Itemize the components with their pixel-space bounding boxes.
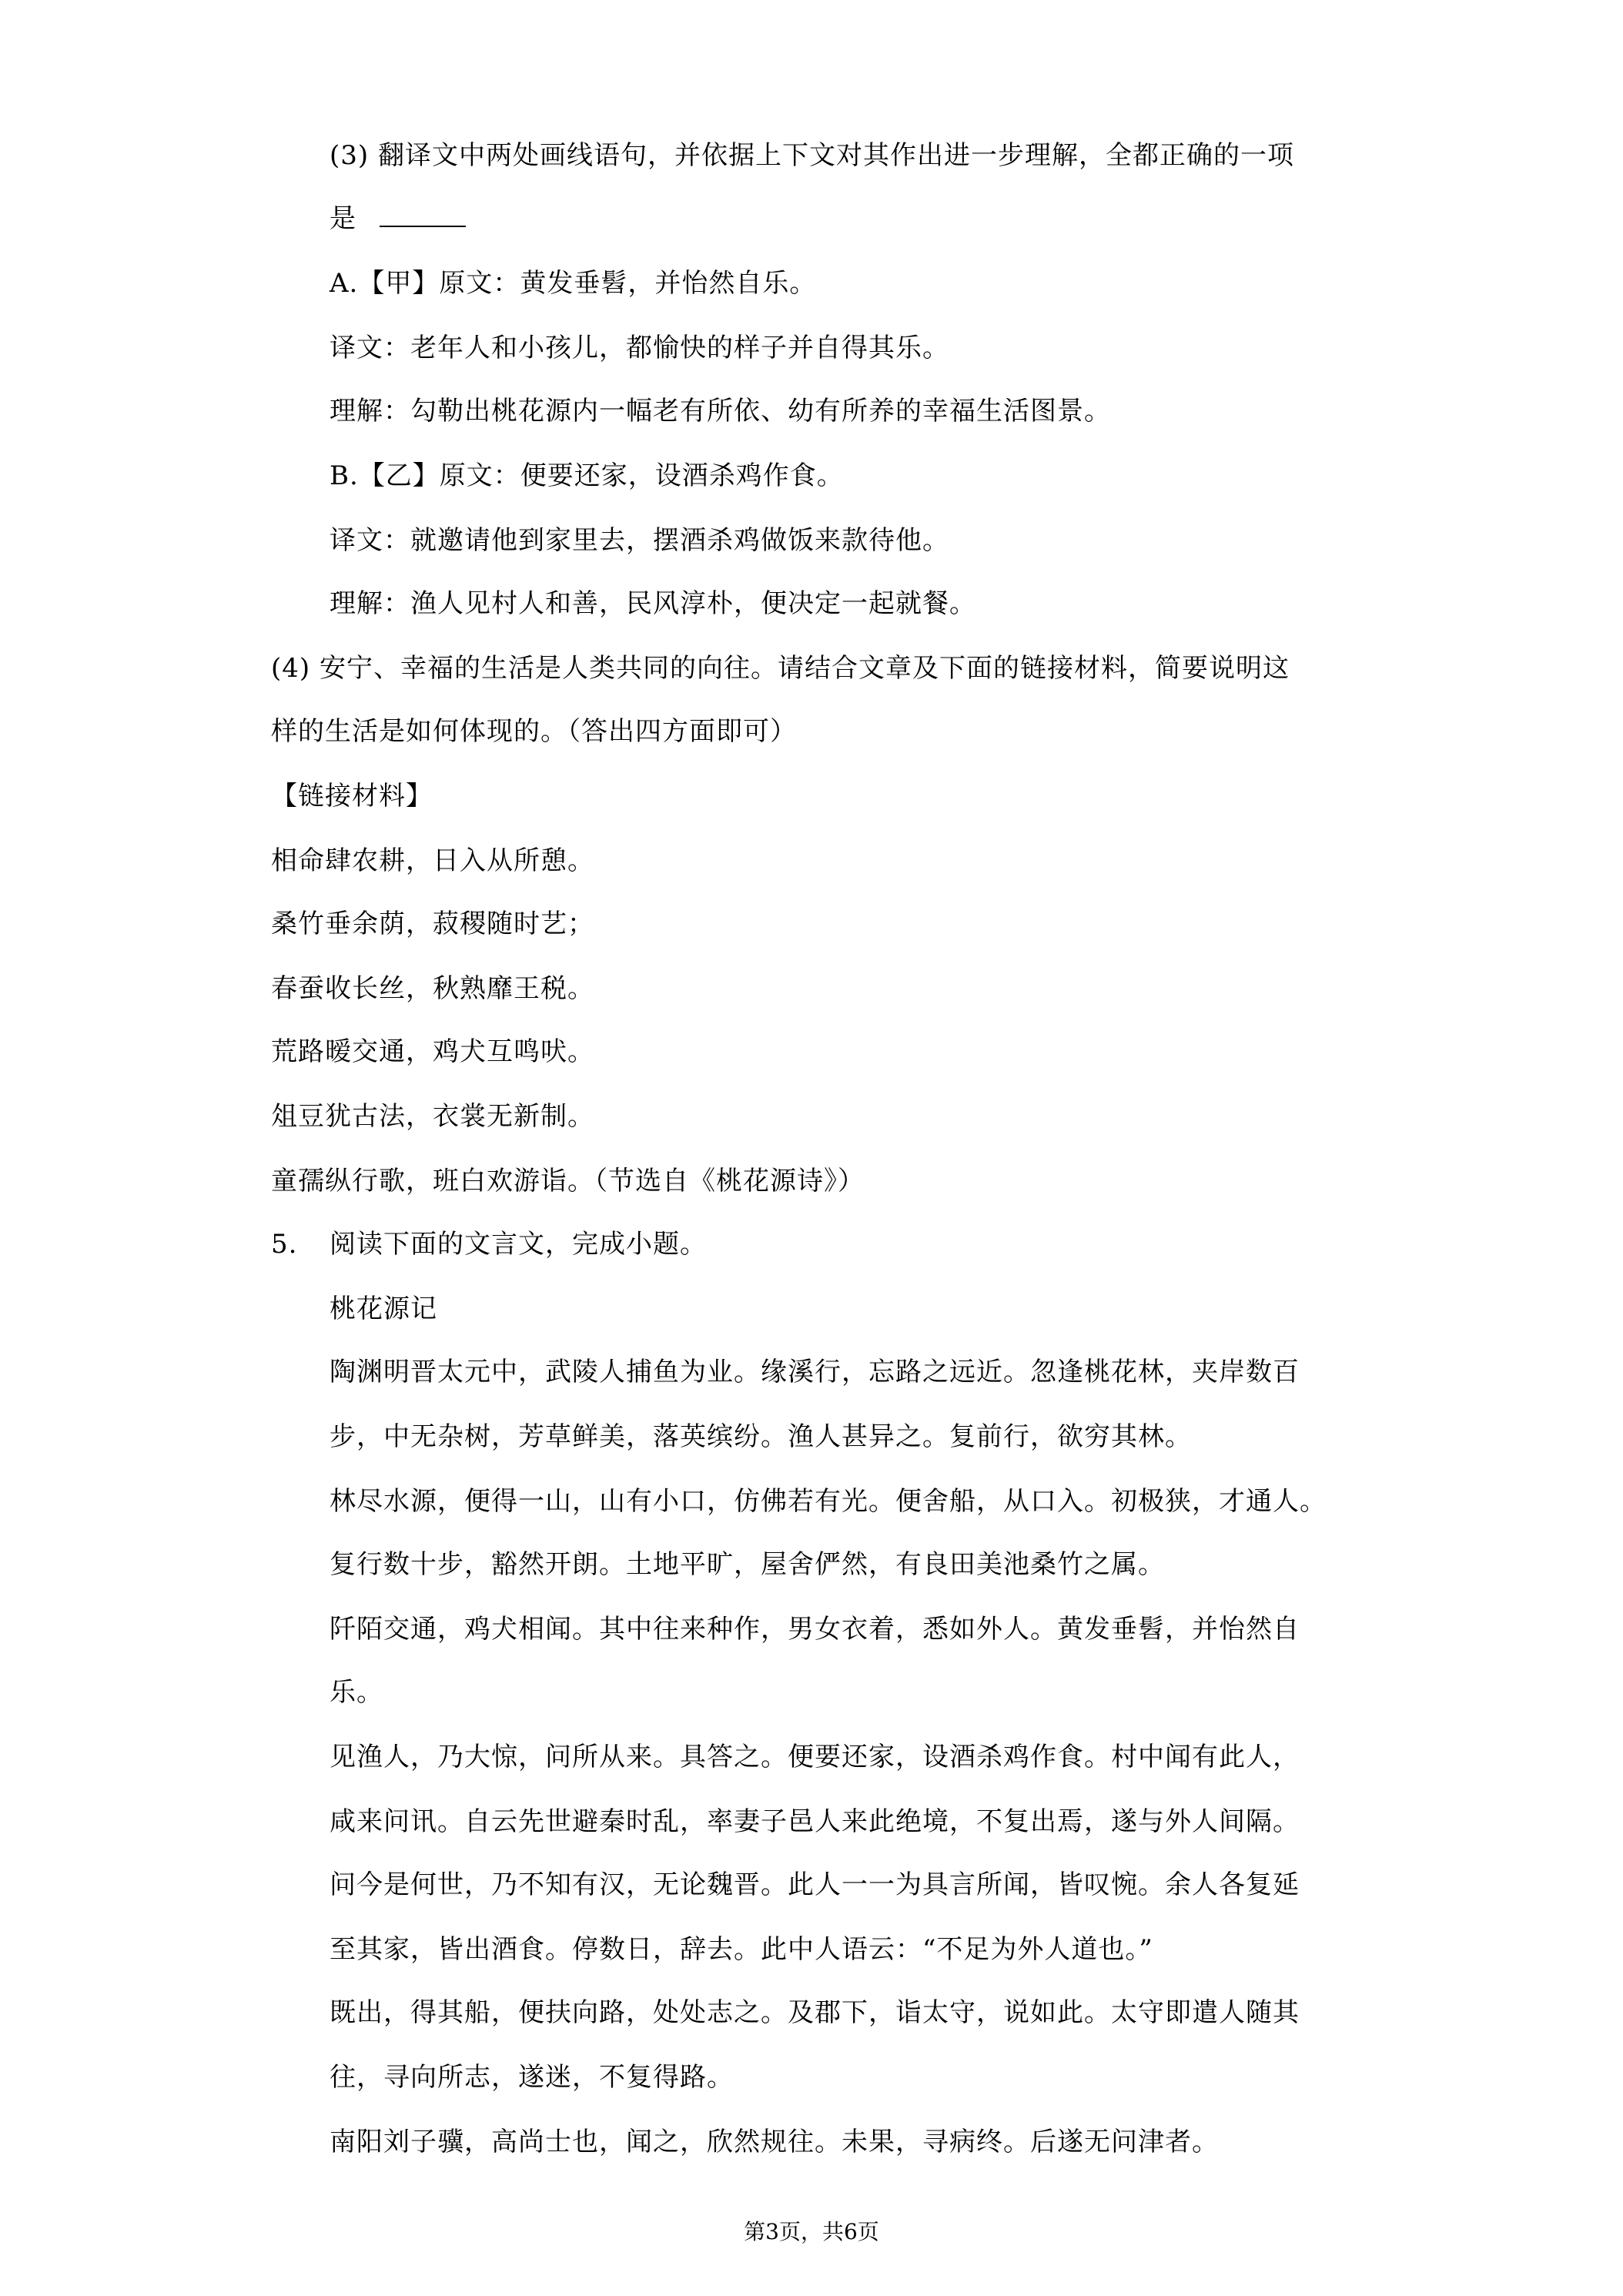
passage-line: 咸来问讯。自云先世避秦时乱，率妻子邑人来此绝境，不复出焉，遂与外人间隔。 xyxy=(330,1806,1300,1837)
poem-line: 桑竹垂余荫，菽稷随时艺； xyxy=(271,909,594,939)
poem-line: 相命肆农耕，日入从所憩。 xyxy=(271,845,594,876)
q5-instruction: 阅读下面的文言文，完成小题。 xyxy=(330,1229,707,1260)
q3-option-a-translation: 译文：老年人和小孩儿，都愉快的样子并自得其乐。 xyxy=(330,333,949,363)
q3-option-b-translation: 译文：就邀请他到家里去，摆酒杀鸡做饭来款待他。 xyxy=(330,525,949,556)
q3-option-a-understanding: 理解：勾勒出桃花源内一幅老有所依、幼有所养的幸福生活图景。 xyxy=(330,396,1111,427)
passage-title: 桃花源记 xyxy=(330,1294,437,1324)
q3-option-b-understanding: 理解：渔人见村人和善，民风淳朴，便决定一起就餐。 xyxy=(330,588,976,619)
passage-line: 南阳刘子骥，高尚士也，闻之，欣然规往。未果，寻病终。后遂无问津者。 xyxy=(330,2127,1219,2157)
passage-line: 复行数十步，豁然开朗。土地平旷，屋舍俨然，有良田美池桑竹之属。 xyxy=(330,1549,1165,1580)
q4-stem-line2: 样的生活是如何体现的。（答出四方面即可） xyxy=(271,716,797,747)
q3-stem-line1: (3) 翻译文中两处画线语句，并依据上下文对其作出进一步理解，全都正确的一项 xyxy=(330,140,1294,171)
passage-line: 往，寻向所志，遂迷，不复得路。 xyxy=(330,2062,734,2093)
page-number-footer: 第3页，共6页 xyxy=(744,2219,879,2244)
link-material-title: 【链接材料】 xyxy=(271,781,433,812)
passage-line: 乐。 xyxy=(330,1677,383,1708)
poem-line: 俎豆犹古法，衣裳无新制。 xyxy=(271,1101,594,1132)
poem-line: 春蚕收长丝，秋熟靡王税。 xyxy=(271,973,594,1004)
passage-line: 既出，得其船，便扶向路，处处志之。及郡下，诣太守，说如此。太守即遣人随其 xyxy=(330,1997,1300,2028)
passage-line: 林尽水源，便得一山，山有小口，仿佛若有光。便舍船，从口入。初极狭，才通人。 xyxy=(330,1486,1327,1517)
q3-stem-line2 xyxy=(330,203,466,234)
passage-line: 阡陌交通，鸡犬相闻。其中往来种作，男女衣着，悉如外人。黄发垂髫，并怡然自 xyxy=(330,1614,1300,1645)
q5-number: 5. xyxy=(271,1229,298,1260)
q3-stem-text: 是 xyxy=(330,203,356,234)
passage-line: 见渔人，乃大惊，问所从来。具答之。便要还家，设酒杀鸡作食。村中闻有此人， xyxy=(330,1742,1300,1772)
passage-line: 步，中无杂树，芳草鲜美，落英缤纷。渔人甚异之。复前行，欲穷其林。 xyxy=(330,1421,1192,1452)
q3-option-a-original: A.【甲】原文：黄发垂髫，并怡然自乐。 xyxy=(330,268,817,299)
passage-line: 问今是何世，乃不知有汉，无论魏晋。此人一一为具言所闻，皆叹惋。余人各复延 xyxy=(330,1869,1300,1900)
q4-stem-line1: (4) 安宁、幸福的生活是人类共同的向往。请结合文章及下面的链接材料，简要说明这 xyxy=(271,653,1290,684)
q3-option-b-original: B.【乙】原文：便要还家，设酒杀鸡作食。 xyxy=(330,460,844,491)
passage-line: 陶渊明晋太元中，武陵人捕鱼为业。缘溪行，忘路之远近。忽逢桃花林，夹岸数百 xyxy=(330,1357,1300,1387)
poem-line: 荒路暧交通，鸡犬互鸣吠。 xyxy=(271,1036,594,1067)
passage-line: 至其家，皆出酒食。停数日，辞去。此中人语云：“不足为外人道也。” xyxy=(330,1934,1153,1965)
answer-blank xyxy=(380,206,466,227)
poem-line: 童孺纵行歌，班白欢游诣。（节选自《桃花源诗》） xyxy=(271,1166,865,1197)
